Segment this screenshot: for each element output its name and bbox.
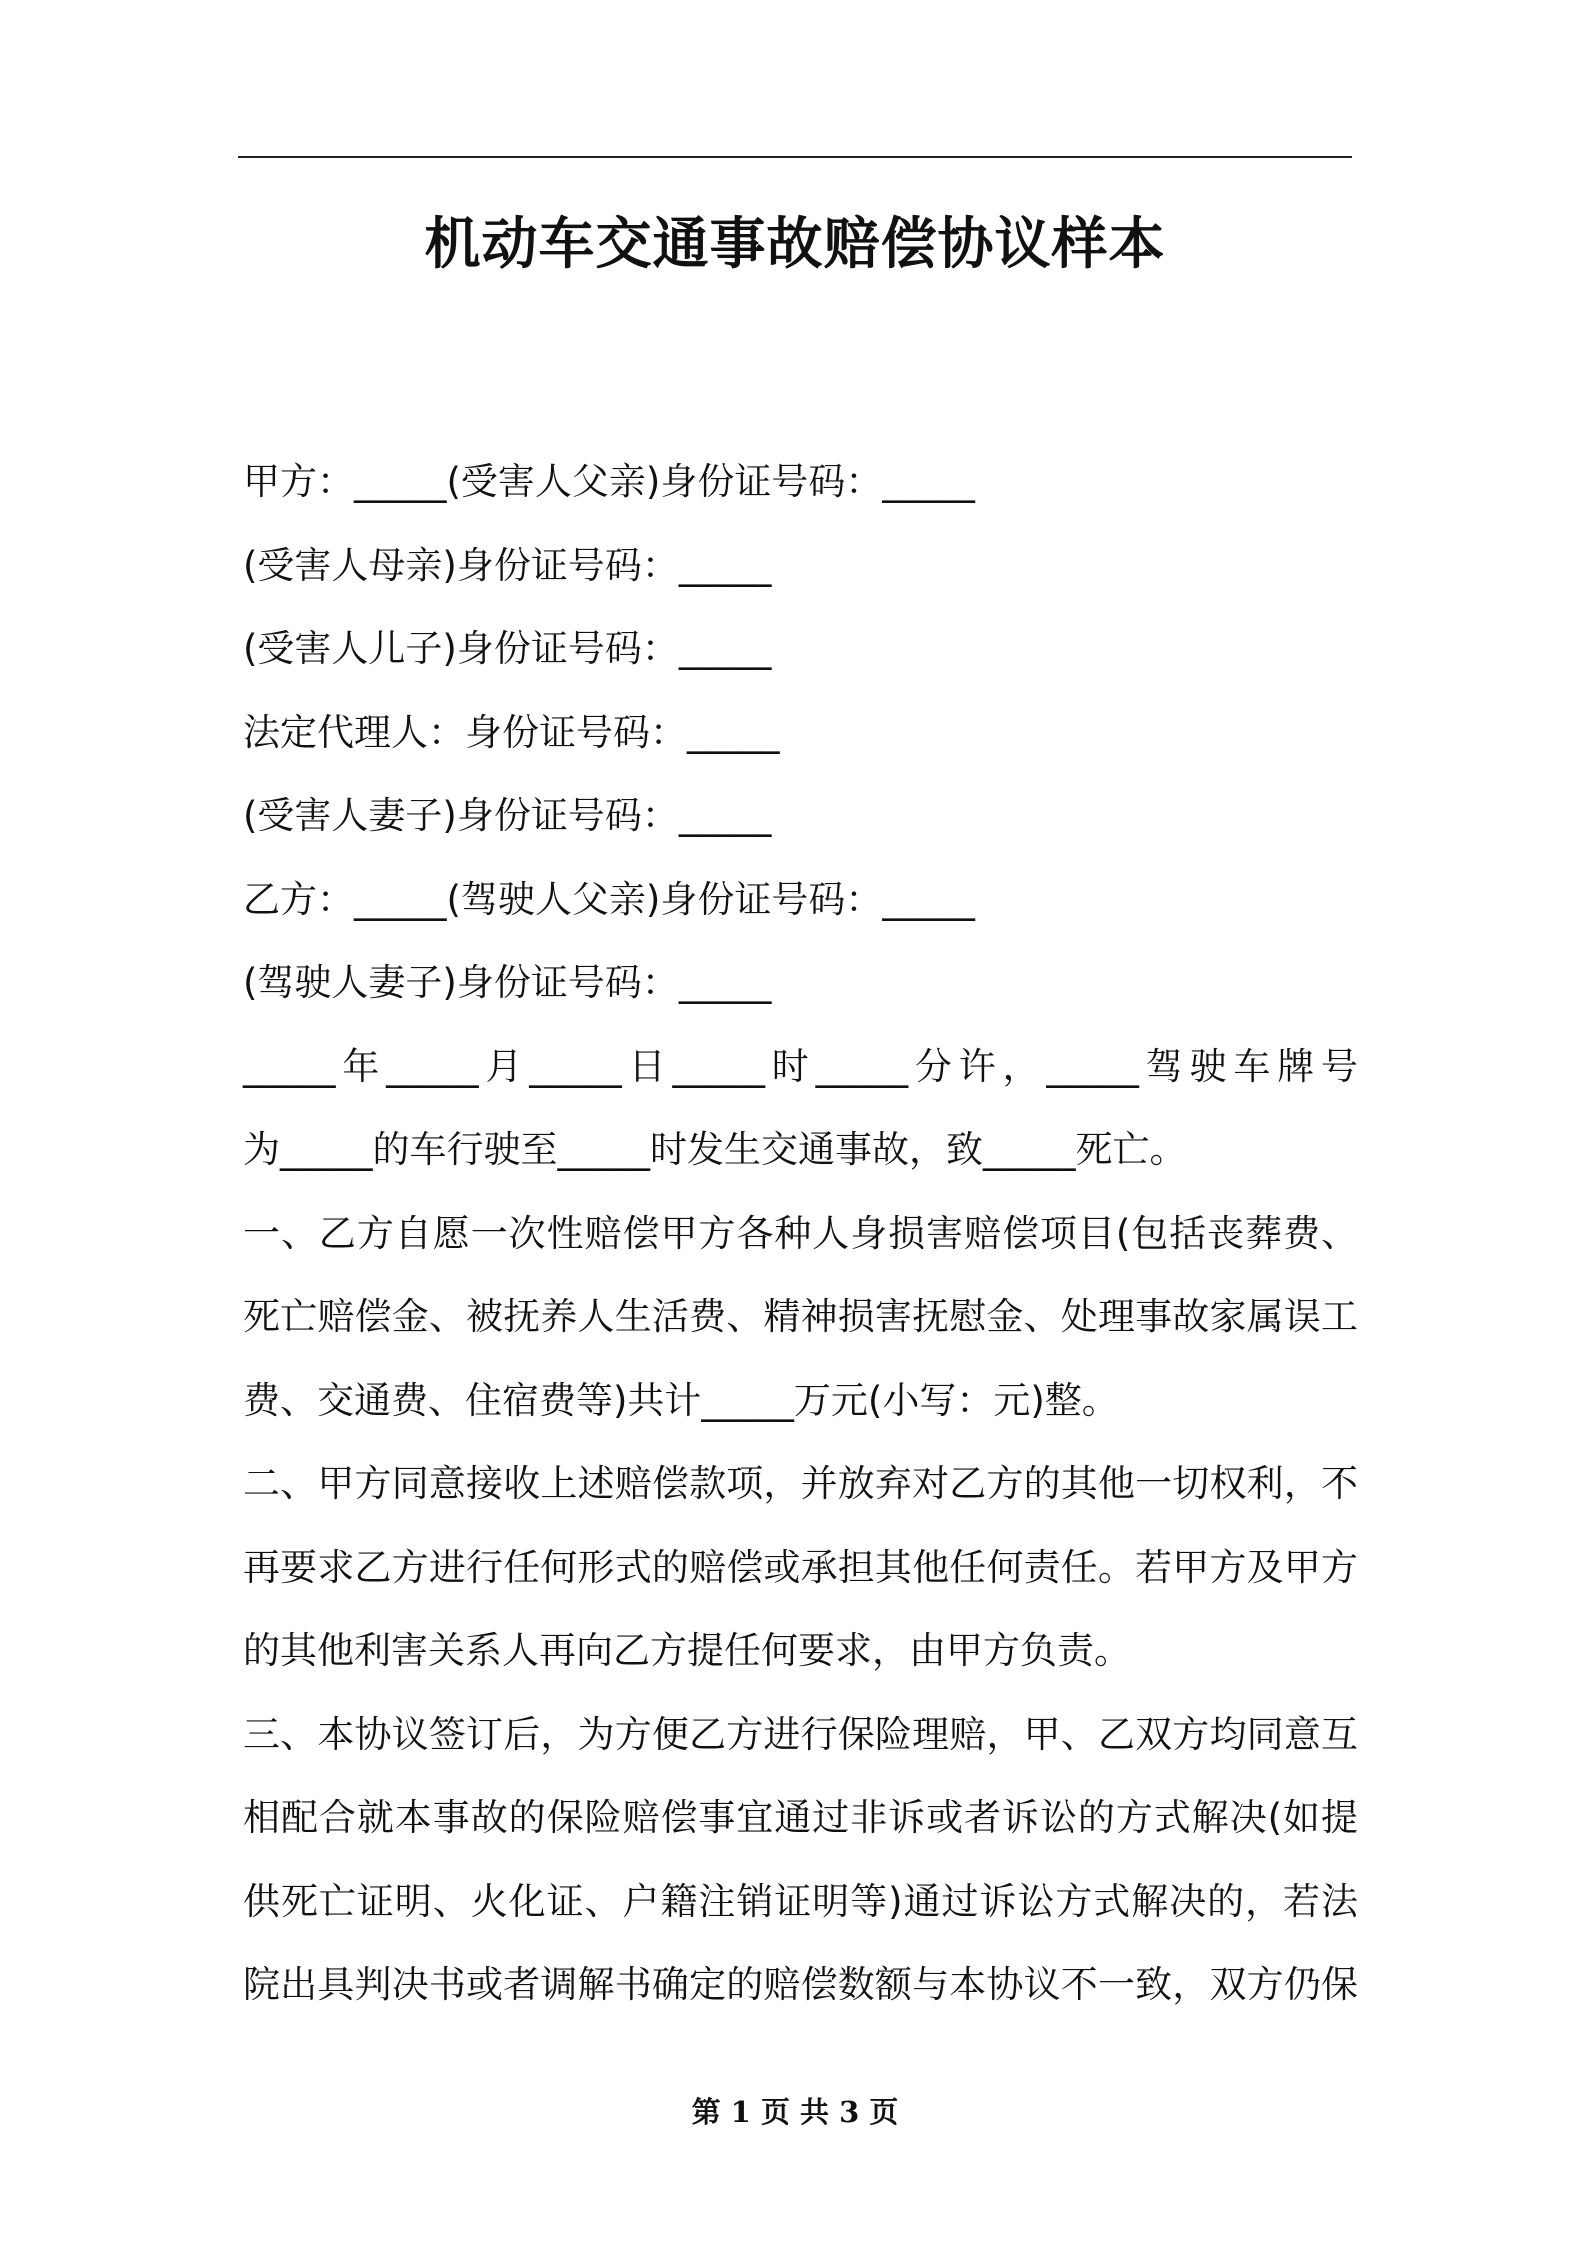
- party-a-son-line: (受害人儿子)身份证号码：_____: [243, 627, 772, 670]
- clause-2-line-3: 的其他利害关系人再向乙方提任何要求，由甲方负责。: [243, 1629, 1131, 1672]
- clause-2-line-1: 二、甲方同意接收上述赔偿款项，并放弃对乙方的其他一切权利，不: [243, 1462, 1358, 1505]
- clause-3-line-2: 相配合就本事故的保险赔偿事宜通过非诉或者诉讼的方式解决(如提: [243, 1796, 1358, 1839]
- party-a-mother-line: (受害人母亲)身份证号码：_____: [243, 543, 772, 587]
- clause-3-line-4: 院出具判决书或者调解书确定的赔偿数额与本协议不一致，双方仍保: [243, 1963, 1358, 2006]
- legal-agent-line: 法定代理人：身份证号码：_____: [243, 710, 780, 754]
- party-a-wife-line: (受害人妻子)身份证号码：_____: [243, 794, 772, 837]
- clause-1-line-3: 费、交通费、住宿费等)共计_____万元(小写：元)整。: [243, 1378, 1119, 1422]
- clause-1-line-2: 死亡赔偿金、被抚养人生活费、精神损害抚慰金、处理事故家属误工: [243, 1295, 1358, 1338]
- clause-3-line-3: 供死亡证明、火化证、户籍注销证明等)通过诉讼方式解决的，若法: [243, 1879, 1358, 1923]
- page-number-footer: 第 1 页 共 3 页: [691, 2095, 899, 2129]
- clause-2-line-2: 再要求乙方进行任何形式的赔偿或承担其他任何责任。若甲方及甲方: [243, 1545, 1358, 1589]
- party-b-wife-line: (驾驶人妻子)身份证号码：_____: [243, 961, 772, 1004]
- document-body: [243, 440, 1358, 2027]
- accident-time-line: _____年_____月_____日_____时_____分许，_____驾驶车牌号: [243, 1044, 1358, 1088]
- party-a-father-line: 甲方：_____(受害人父亲)身份证号码：_____: [243, 460, 975, 503]
- party-b-father-line: 乙方：_____(驾驶人父亲)身份证号码：_____: [243, 877, 975, 921]
- header-rule: [238, 156, 1352, 158]
- clause-3-line-1: 三、本协议签订后，为方便乙方进行保险理赔，甲、乙双方均同意互: [243, 1712, 1358, 1756]
- document-title: 机动车交通事故赔偿协议样本: [424, 212, 1166, 277]
- clause-1-line-1: 一、乙方自愿一次性赔偿甲方各种人身损害赔偿项目(包括丧葬费、: [243, 1211, 1358, 1255]
- accident-location-line: 为_____的车行驶至_____时发生交通事故，致_____死亡。: [243, 1128, 1187, 1171]
